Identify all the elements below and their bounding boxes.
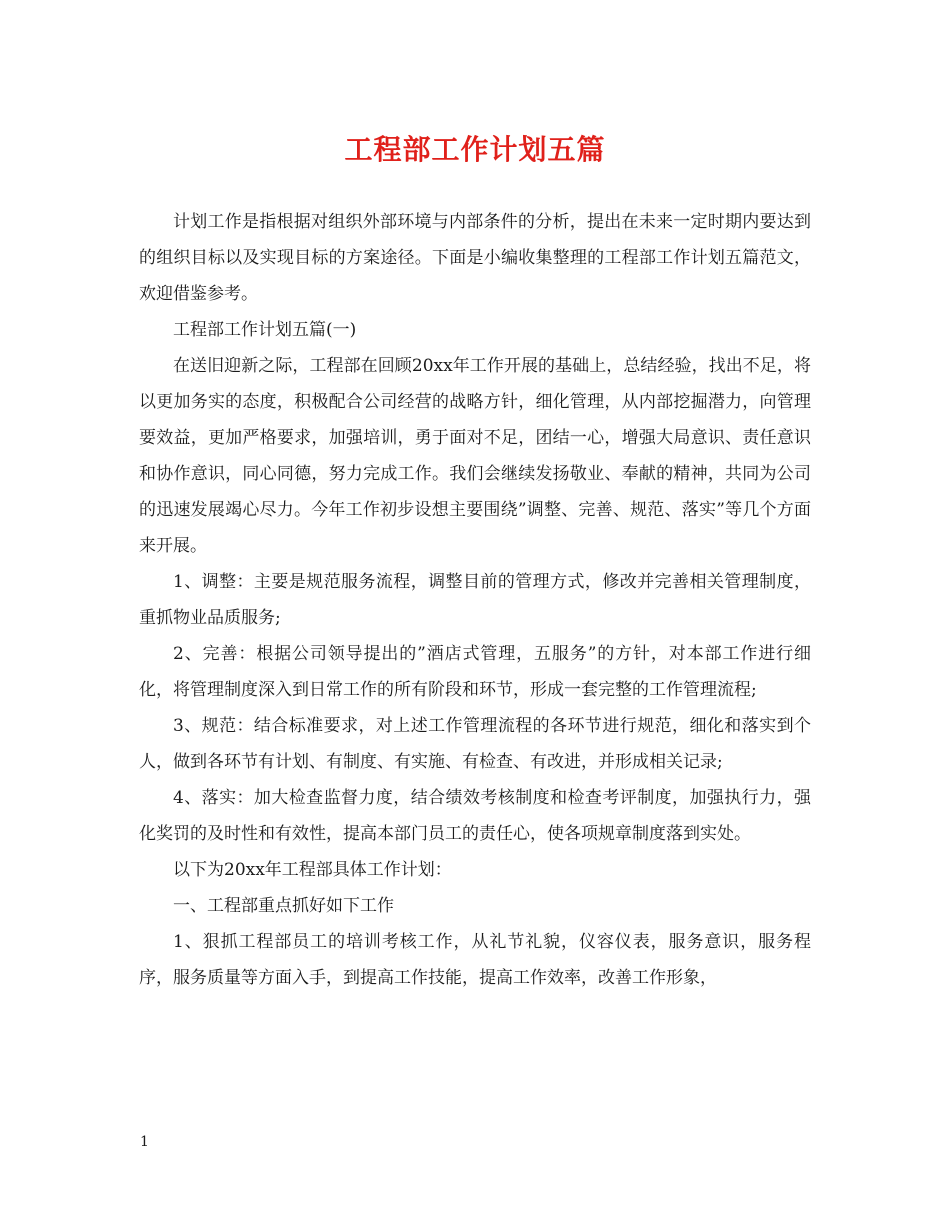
list-item: 4、落实：加大检查监督力度，结合绩效考核制度和检查考评制度，加强执行力，强化奖罚的及时性和有效性，提高本部门员工的责任心，使各项规章制度落到实处。 [139, 788, 811, 844]
section-heading: 工程部工作计划五篇(一) [173, 320, 357, 340]
list-item: 3、规范：结合标准要求，对上述工作管理流程的各环节进行规范，细化和落实到个人，做到各环节有计划、有制度、有实施、有检查、有改进，并形成相关记录; [139, 716, 811, 772]
list-item: 2、完善：根据公司领导提出的”酒店式管理，五服务”的方针，对本部工作进行细化，将管理制度深入到日常工作的所有阶段和环节，形成一套完整的工作管理流程; [139, 644, 811, 700]
paragraph: 以下为20xx年工程部具体工作计划： [173, 860, 452, 880]
document-body [139, 204, 811, 996]
list-item: 1、狠抓工程部员工的培训考核工作，从礼节礼貌，仪容仪表，服务意识，服务程序，服务质量等方面入手，到提高工作技能，提高工作效率，改善工作形象， [139, 932, 811, 988]
list-item: 1、调整：主要是规范服务流程，调整目前的管理方式，修改并完善相关管理制度，重抓物业品质服务; [139, 572, 811, 628]
page-number: 1 [140, 1134, 149, 1150]
paragraph: 在送旧迎新之际，工程部在回顾20xx年工作开展的基础上，总结经验，找出不足，将以更加务实的态度，积极配合公司经营的战略方针，细化管理，从内部挖掘潜力，向管理要效益，更加严格要求，加强培训，勇于面对不足，团结一心，增强大局意识、责任意识和协作意识，同心同德，努力完成工作。我们会继续发扬敬业、奉献的精神，共同为公司的迅速发展竭心尽力。今年工作初步设想主要围绕”调整、完善、规范、落实”等几个方面来开展。 [139, 356, 811, 556]
document-title: 工程部工作计划五篇 [344, 133, 606, 166]
paragraph-intro: 计划工作是指根据对组织外部环境与内部条件的分析，提出在未来一定时期内要达到的组织目标以及实现目标的方案途径。下面是小编收集整理的工程部工作计划五篇范文，欢迎借鉴参考。 [139, 212, 811, 304]
section-heading: 一、工程部重点抓好如下工作 [173, 896, 394, 916]
